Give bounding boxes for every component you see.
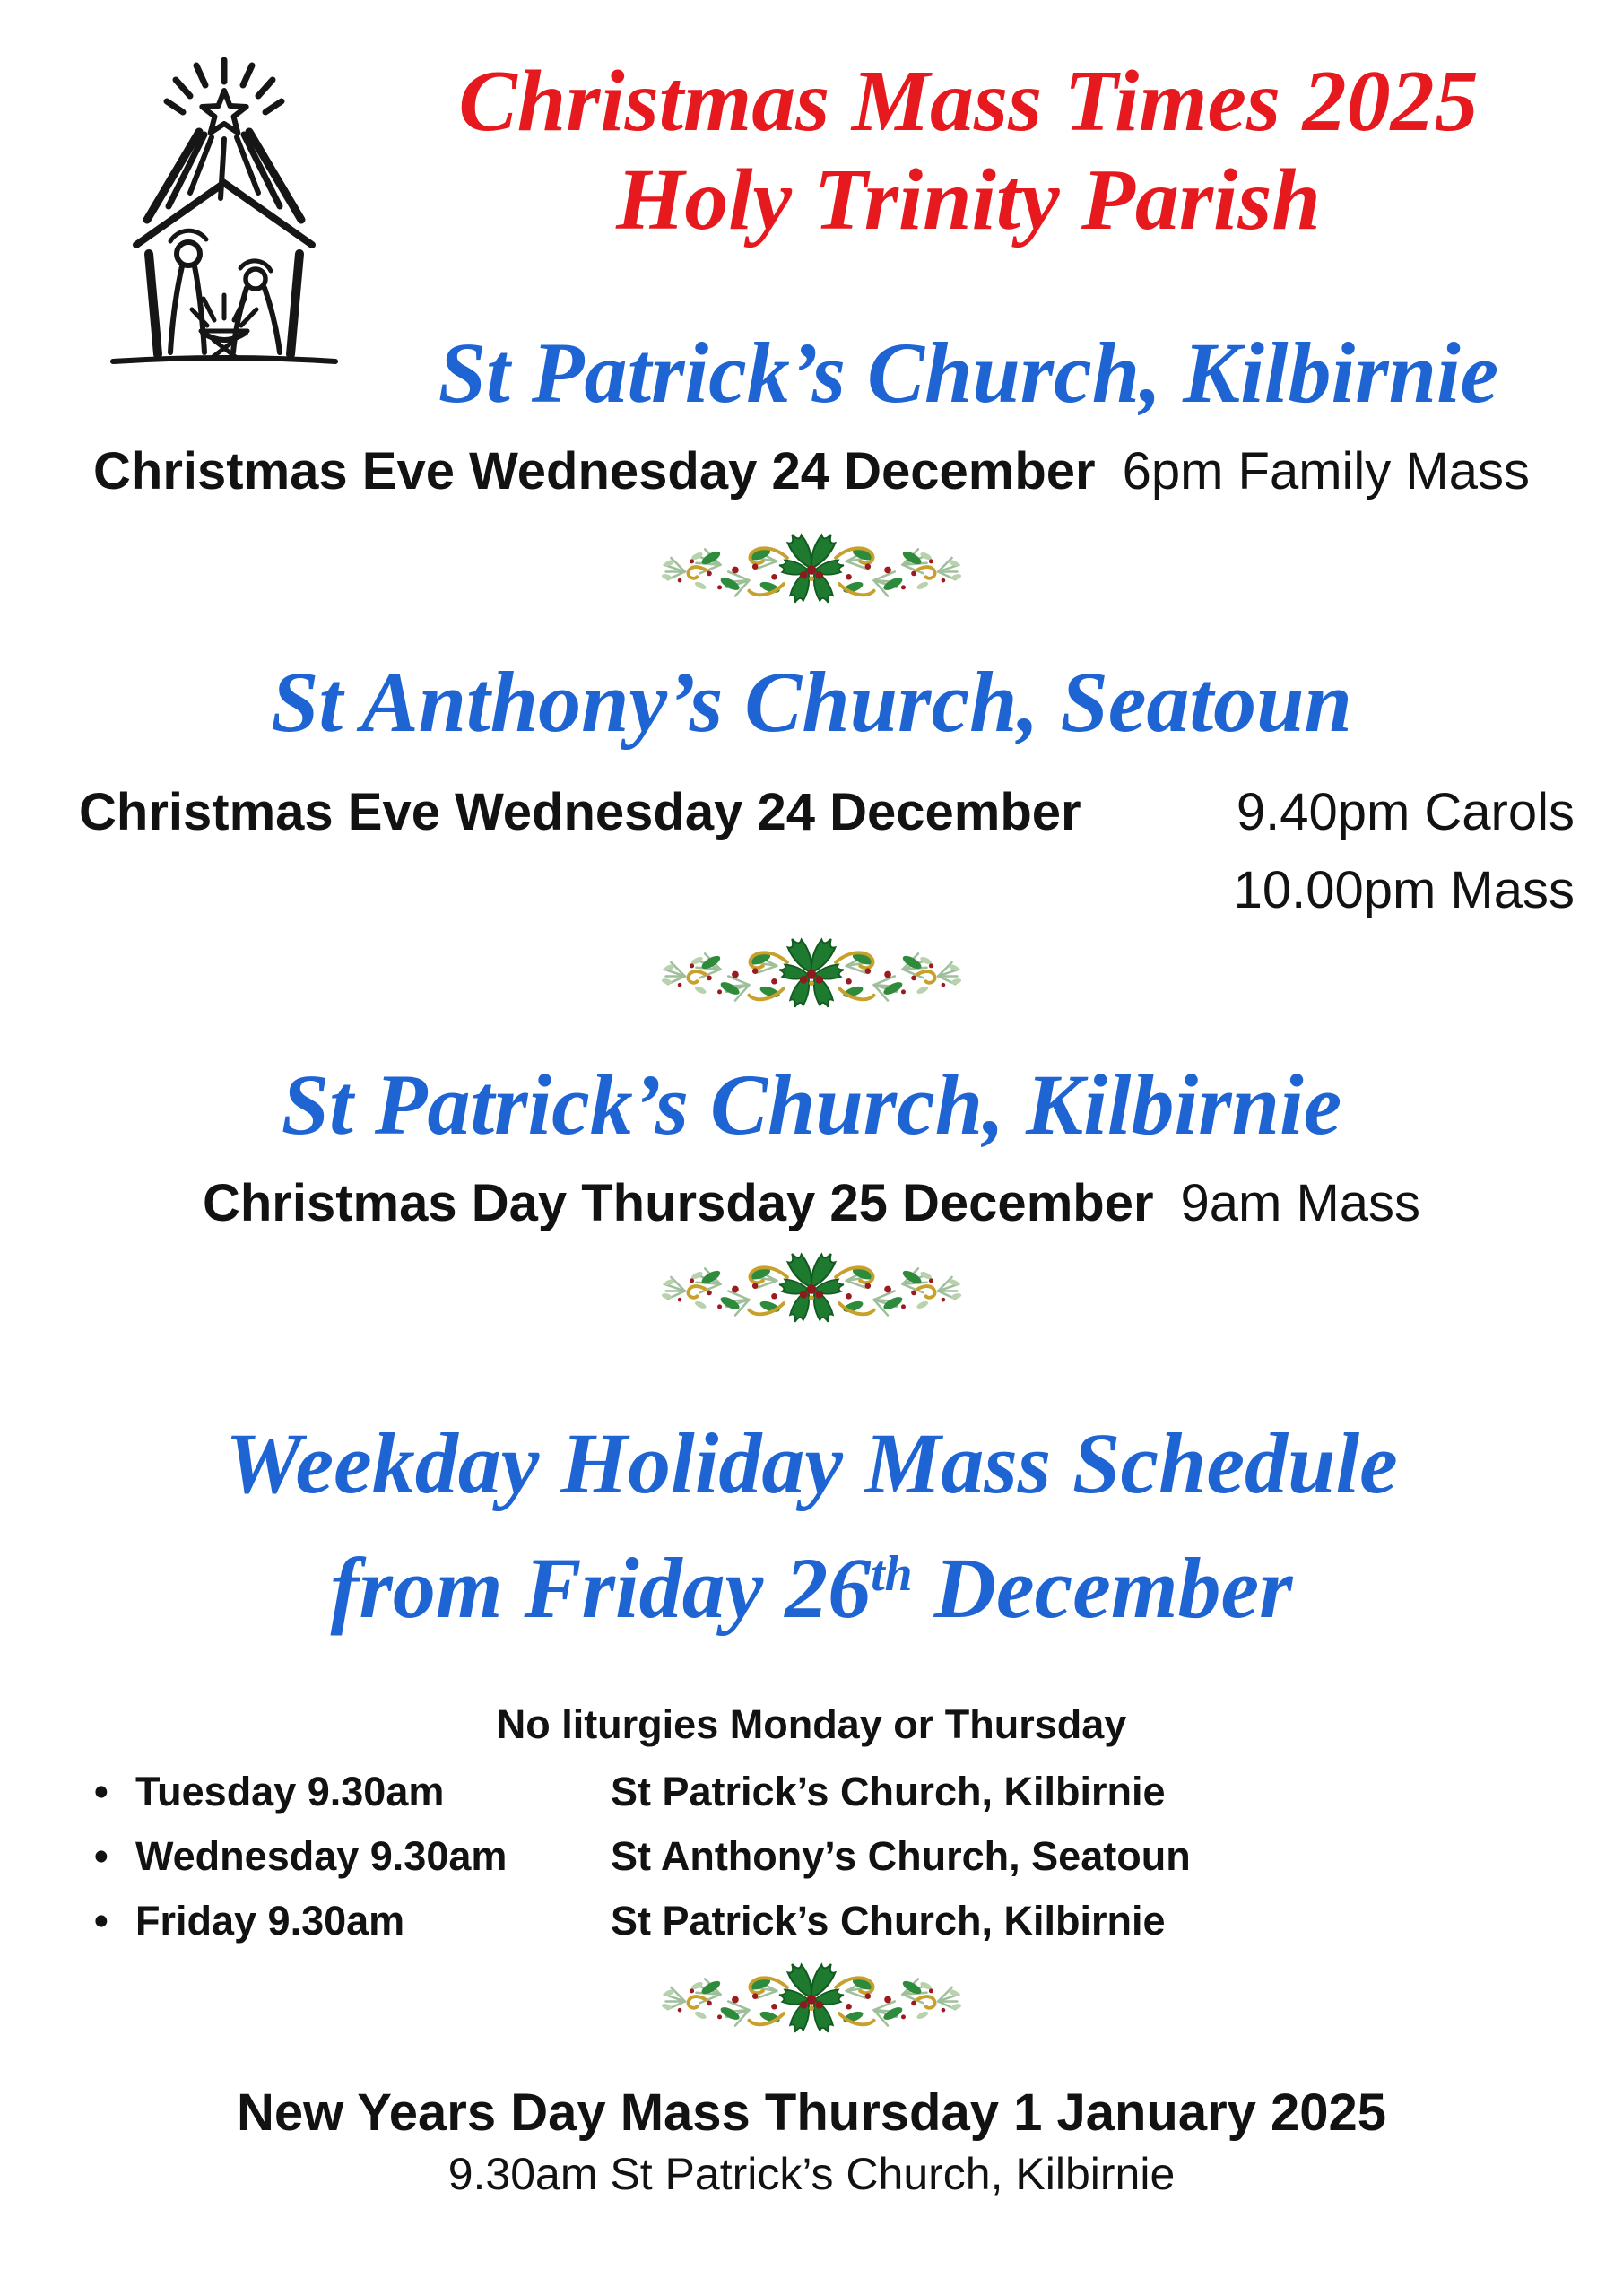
schedule-row xyxy=(94,1832,1623,1881)
flyer-header xyxy=(0,49,1623,420)
mass-time: 6pm Family Mass xyxy=(1122,442,1530,501)
new-years-block xyxy=(0,2083,1623,2200)
weekday-schedule-heading xyxy=(0,1401,1623,1650)
mass-times-column xyxy=(1234,773,1575,929)
page-title-line-1: Christmas Mass Times 2025 xyxy=(458,53,1479,150)
schedule-time: Friday 9.30am xyxy=(135,1897,405,1944)
ordinal-superscript: th xyxy=(871,1545,913,1602)
church-heading-seatoun: St Anthony’s Church, Seatoun xyxy=(271,654,1352,751)
weekday-heading-line-2-tail: December xyxy=(912,1540,1293,1637)
bullet-icon: • xyxy=(94,1768,108,1814)
mass-line-kilbirnie-day xyxy=(0,1173,1623,1233)
holly-garland-icon xyxy=(655,532,968,610)
weekday-heading-line-2 xyxy=(0,1526,1623,1650)
bullet-icon: • xyxy=(94,1897,108,1944)
holly-divider-image xyxy=(0,1961,1623,2039)
mass-time: 10.00pm Mass xyxy=(1233,860,1575,919)
holly-garland-icon xyxy=(655,1251,968,1329)
holly-divider-image xyxy=(0,936,1623,1014)
mass-line-kilbirnie-eve xyxy=(0,441,1623,501)
weekday-heading-line-2-text: from Friday 26 xyxy=(330,1540,872,1637)
schedule-row xyxy=(94,1768,1623,1816)
mass-line-seatoun xyxy=(0,773,1623,929)
holly-garland-icon xyxy=(655,936,968,1014)
new-years-mass-detail: 9.30am St Patrick’s Church, Kilbirnie xyxy=(447,2148,1176,2199)
mass-date: Christmas Eve Wednesday 24 December xyxy=(93,442,1096,501)
no-liturgies-note: No liturgies Monday or Thursday xyxy=(496,1700,1127,1747)
holly-garland-icon xyxy=(655,1961,968,2039)
bullet-icon: • xyxy=(94,1832,108,1879)
schedule-time: Tuesday 9.30am xyxy=(135,1768,445,1814)
schedule-row xyxy=(94,1897,1623,1945)
nativity-scene-image xyxy=(90,49,359,383)
holly-divider-image xyxy=(0,532,1623,610)
weekday-heading-line-1: Weekday Holiday Mass Schedule xyxy=(225,1415,1398,1512)
page-title-line-2: Holy Trinity Parish xyxy=(616,151,1321,248)
mass-time: 9.40pm Carols xyxy=(1236,782,1575,841)
mass-date: Christmas Day Thursday 25 December xyxy=(202,1174,1154,1233)
church-heading-kilbirnie-day: St Patrick’s Church, Kilbirnie xyxy=(281,1056,1342,1152)
mass-date: Christmas Eve Wednesday 24 December xyxy=(79,782,1081,841)
schedule-location: St Patrick’s Church, Kilbirnie xyxy=(611,1768,1166,1814)
nativity-scene-icon xyxy=(90,49,359,383)
weekday-schedule-list xyxy=(0,1768,1623,1945)
mass-time: 9am Mass xyxy=(1180,1174,1421,1233)
schedule-time: Wednesday 9.30am xyxy=(135,1832,508,1879)
new-years-mass-line: New Years Day Mass Thursday 1 January 2025 xyxy=(236,2083,1387,2142)
schedule-location: St Patrick’s Church, Kilbirnie xyxy=(611,1897,1166,1944)
holly-divider-image xyxy=(0,1251,1623,1329)
church-heading-kilbirnie-eve: St Patrick’s Church, Kilbirnie xyxy=(438,324,1499,421)
schedule-location: St Anthony’s Church, Seatoun xyxy=(611,1832,1191,1879)
header-titles xyxy=(359,49,1578,420)
